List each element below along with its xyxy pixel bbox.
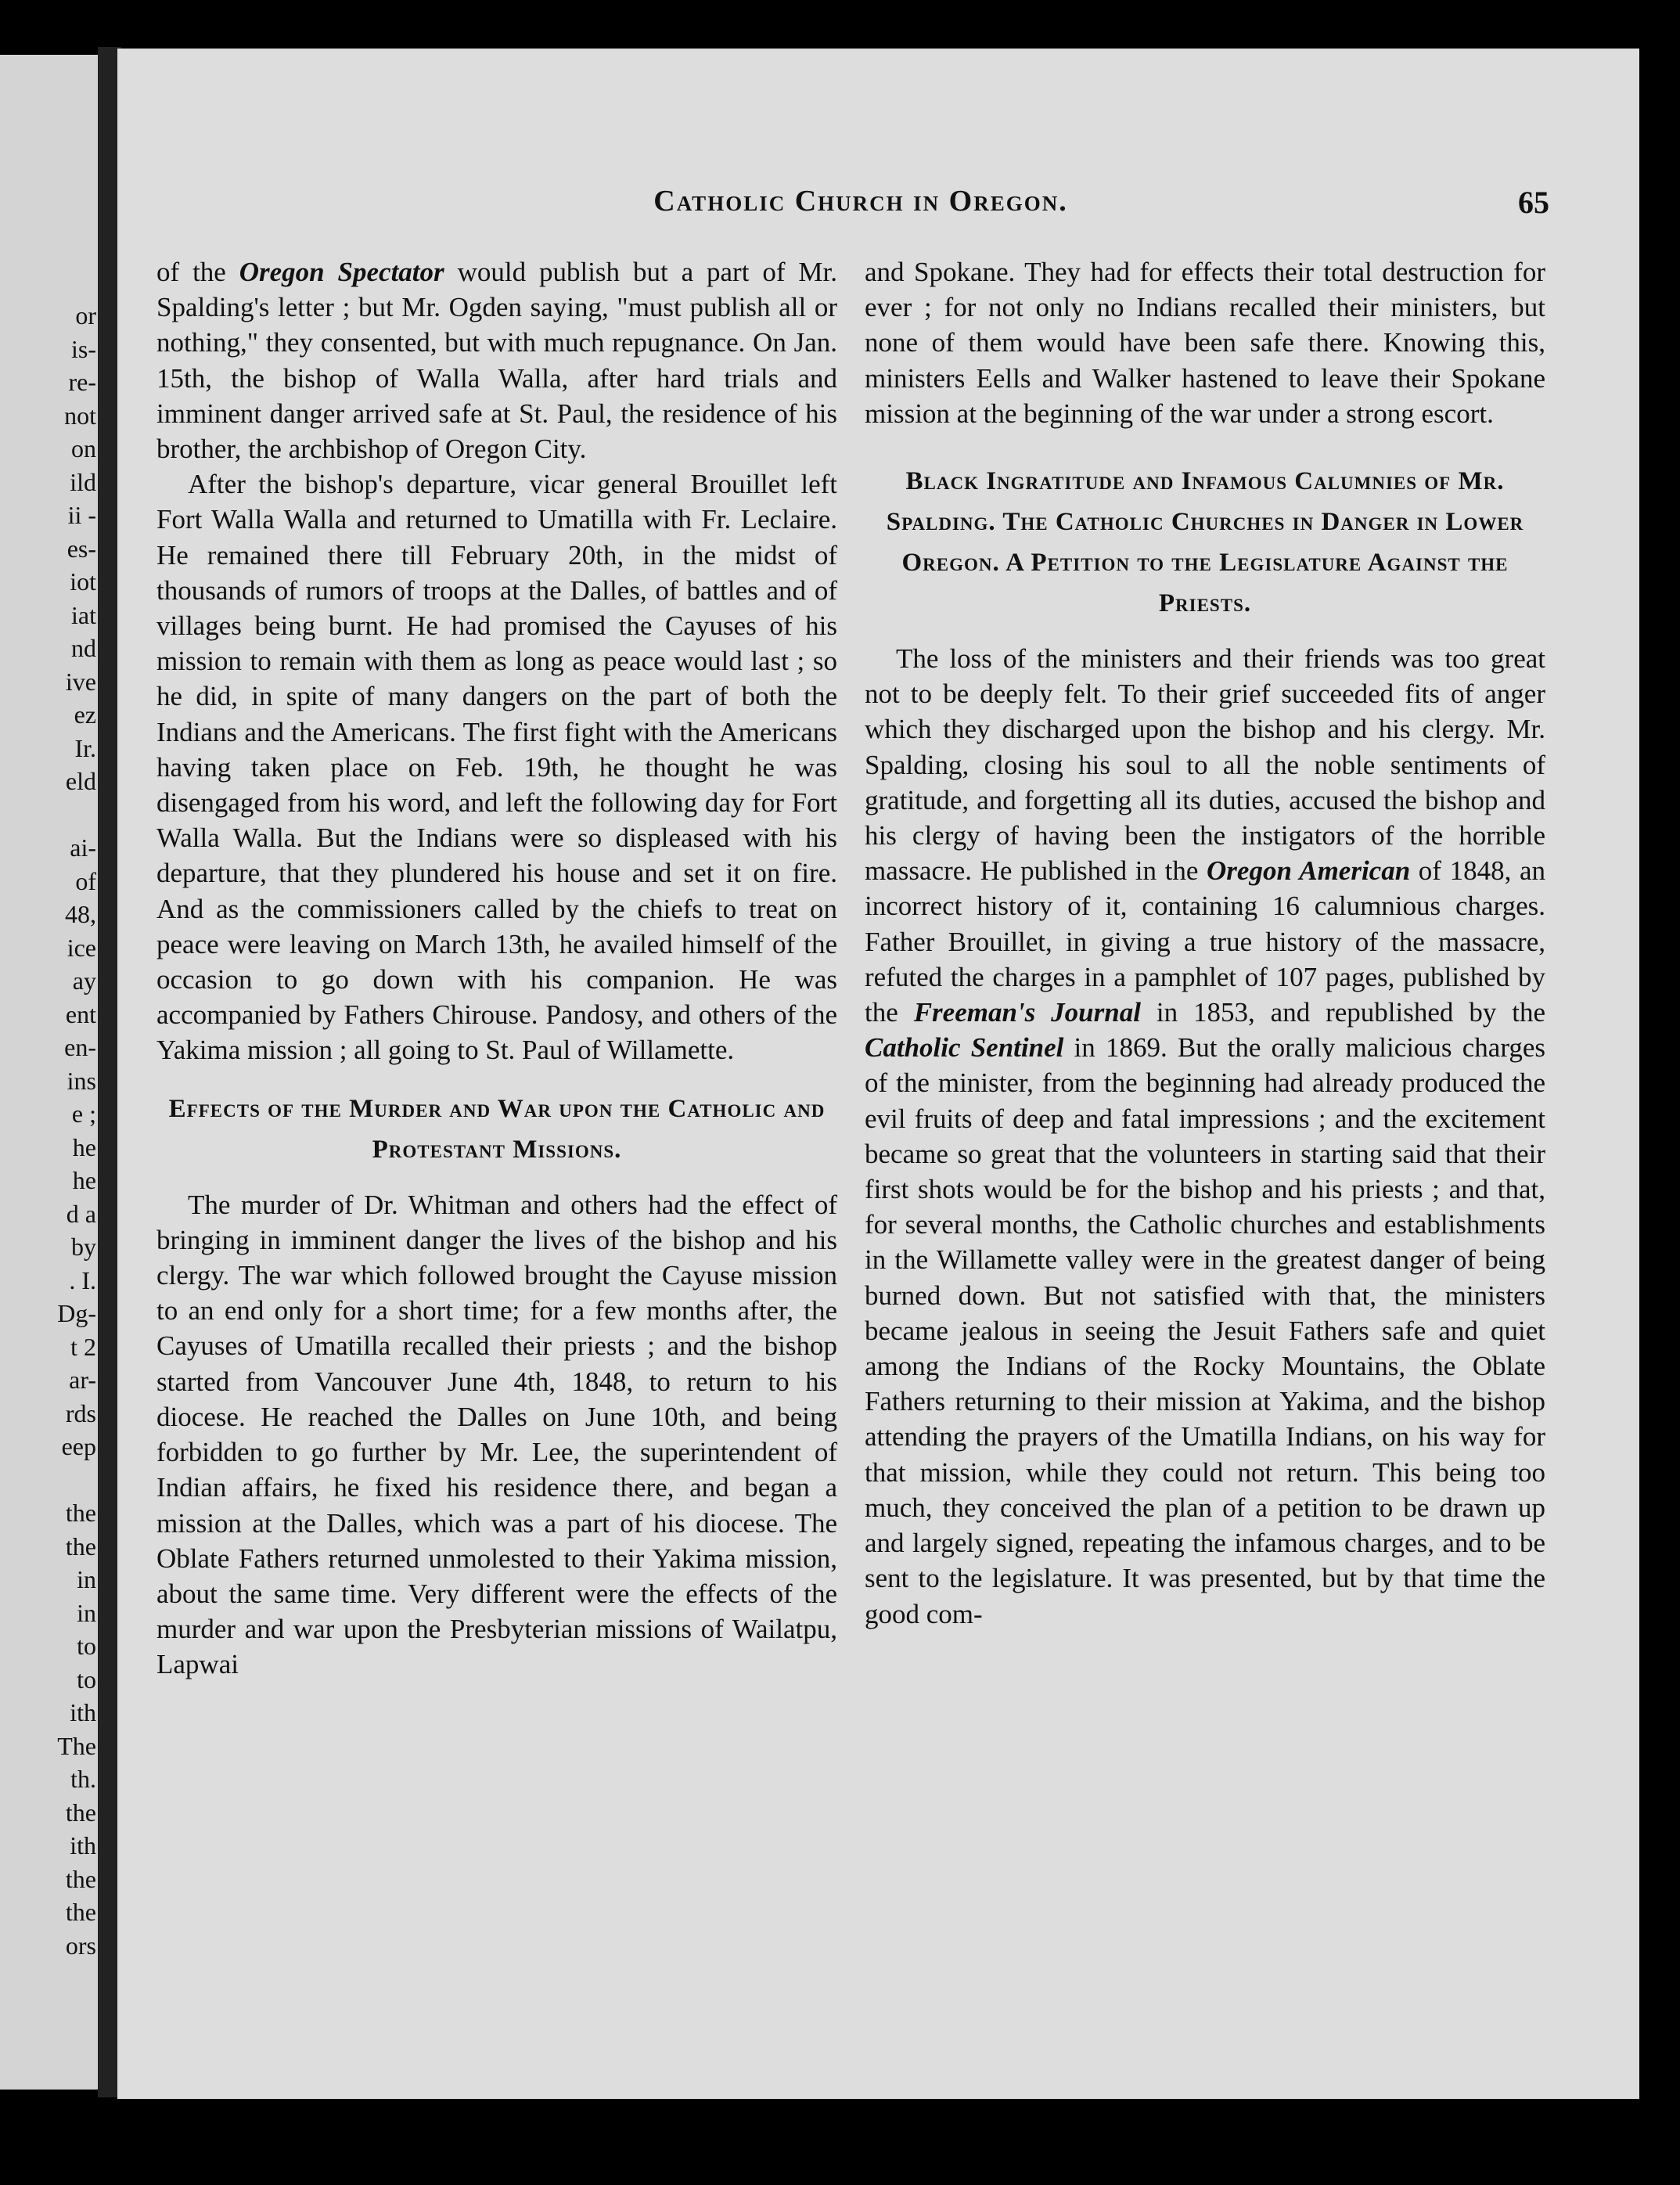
margin-fragment: rds bbox=[65, 1398, 96, 1427]
left-column bbox=[156, 254, 837, 1683]
margin-fragment: ive bbox=[65, 667, 96, 696]
margin-fragment: in bbox=[77, 1565, 96, 1593]
paragraph: of the Oregon Spectator would publish but a part of Mr. Spalding's letter ; but Mr. Ogden saying, "must publish all or nothing," they consented, but with much repugnance. On Jan. 15th, the bishop of Walla Walla, after hard trials and imminent danger arrived safe at St. Paul, the residence of his brother, the archbishop of Oregon City. bbox=[156, 257, 838, 465]
italic-title: Freeman's Journal bbox=[913, 997, 1141, 1028]
margin-fragment: he bbox=[72, 1132, 96, 1161]
paragraph: The loss of the ministers and their friends was too great not to be deeply felt. To their grief succeeded fits of anger which they discharged upon the bishop and his clergy. Mr. Spalding, closing his soul to all the noble sentiments of gratitude, and forgetting all its duties, accused the bishop and his clergy of having been the instigators of the horrible massacre. He published in the Oregon American of 1848, an incorrect history of it, containing 16 calumnious charges. Father Brouillet, in giving a true history of the massacre, refuted the charges in a pamphlet of 107 pages, published by the Freeman's Journal in 1853, and republished by the Catholic Sentinel in 1869. But the orally malicious charges of the minister, from the beginning had already produced the evil fruits of deep and fatal impressions ; and the excitement became so great that the volunteers in starting said that their first shots would be for the bishop and his priests ; and that, for several months, the Catholic churches and establishments in the Willamette valley were in the greatest danger of being burned down. But not satisfied with that, the ministers became jealous in seeing the Jesuit Fathers safe and quiet among the Indians of the Rocky Mountains, the Oblate Fathers returning to their mission at Yakima, and the bishop attending the prayers of the Umatilla Indians, on his way for that mission, while they could not return. This being too much, they conceived the plan of a petition to be drawn up and largely signed, repeating the infamous charges, and to be sent to the legislature. It was presented, but by that time the good com- bbox=[865, 643, 1546, 1629]
margin-fragment: eep bbox=[61, 1432, 96, 1460]
margin-fragment: by bbox=[71, 1233, 96, 1261]
running-title: Catholic Church in Oregon. bbox=[653, 185, 1068, 218]
margin-fragment: 48, bbox=[65, 900, 96, 928]
margin-fragment: ild bbox=[70, 467, 96, 496]
margin-fragment: ii - bbox=[67, 501, 96, 529]
margin-fragment: nd bbox=[71, 634, 96, 662]
margin-fragment: t 2 bbox=[70, 1332, 96, 1361]
adjacent-page-edge bbox=[0, 55, 98, 2090]
margin-fragment: ez bbox=[74, 700, 96, 729]
section-heading: Black Ingratitude and Infamous Calumnies of Mr. Spalding. The Catholic Churches in Danger in Lower Oregon. A Petition to the Legislature Against the Priests. bbox=[886, 467, 1524, 618]
margin-fragment: ins bbox=[67, 1066, 96, 1095]
margin-fragment: iat bbox=[71, 600, 96, 629]
margin-fragment: the bbox=[65, 1499, 96, 1527]
margin-fragment: of bbox=[75, 866, 96, 895]
margin-fragment: he bbox=[72, 1166, 96, 1194]
margin-fragment: en- bbox=[64, 1033, 96, 1061]
margin-fragment: ors bbox=[65, 1931, 96, 1960]
margin-fragment: the bbox=[65, 1798, 96, 1827]
italic-title: Catholic Sentinel bbox=[865, 1032, 1064, 1064]
margin-fragment: the bbox=[65, 1898, 96, 1926]
page-number: 65 bbox=[1518, 185, 1549, 220]
margin-fragment: the bbox=[65, 1864, 96, 1893]
margin-fragment: e ; bbox=[71, 1100, 96, 1128]
page-header bbox=[172, 184, 1549, 231]
margin-fragment: or bbox=[75, 301, 96, 329]
italic-title: Oregon Spectator bbox=[239, 257, 444, 287]
section-heading: Effects of the Murder and War upon the Catholic and Protestant Missions. bbox=[168, 1094, 826, 1164]
margin-fragment: ent bbox=[65, 999, 96, 1028]
margin-fragment: Dg- bbox=[57, 1299, 96, 1327]
margin-fragment: re- bbox=[68, 368, 96, 396]
margin-fragment: in bbox=[77, 1598, 96, 1627]
margin-fragment: The bbox=[57, 1731, 96, 1760]
margin-fragment: th. bbox=[70, 1765, 96, 1793]
paragraph: The murder of Dr. Whitman and others had the effect of bringing in imminent danger the lives of the bishop and his clergy. The war which followed brought the Cayuse mission to an end only for a short time; for a few months after, the Cayuses of Umatilla recalled their priests ; and the bishop started from Vancouver June 4th, 1848, to return to his diocese. He reached the Dalles on June 10th, and being forbidden to go further by Mr. Lee, the superintendent of Indian affairs, he fixed his residence there, and began a mission at the Dalles, which was a part of his diocese. The Oblate Fathers returned unmolested to their Yakima mission, about the same time. Very different were the effects of the murder and war upon the Presbyterian missions of Wailatpu, Lapwai bbox=[156, 1189, 837, 1680]
adjacent-page-fragments bbox=[6, 299, 96, 1962]
margin-fragment: ith bbox=[70, 1698, 96, 1726]
margin-fragment: ice bbox=[67, 933, 96, 962]
margin-fragment: is- bbox=[71, 334, 96, 363]
margin-fragment: d a bbox=[66, 1199, 96, 1228]
paragraph: After the bishop's departure, vicar general Brouillet left Fort Walla Walla and returned to Umatilla with Fr. Leclaire. He remained there till February 20th, in the midst of thousands of rumors of troops at the Dalles, of battles and of villages being burnt. He had promised the Cayuses of his mission to remain with them as long as peace would last ; so he did, in spite of many dangers on the part of both the Indians and the Americans. The first fight with the Americans having taken place on Feb. 19th, he thought he was disengaged from his word, and left the following day for Fort Walla Walla. But the Indians were so displeased with his departure, that they plundered his house and set it on fire. And as the commissioners called by the chiefs to treat on peace were leaving on March 13th, he availed himself of the occasion to go down with his companion. He was accompanied by Fathers Chirouse. Pandosy, and others of the Yakima mission ; all going to St. Paul of Willamette. bbox=[156, 469, 837, 1066]
margin-fragment: the bbox=[65, 1532, 96, 1560]
paragraph: and Spokane. They had for effects their total destruction for ever ; for not only no Indians recalled their ministers, but none of them would have been safe there. Knowing this, ministers Eells and Walker hastened to leave their Spokane mission at the beginning of the war under a strong escort. bbox=[865, 257, 1545, 429]
margin-fragment: ith bbox=[70, 1831, 96, 1859]
margin-fragment: ai- bbox=[70, 833, 96, 862]
margin-fragment: on bbox=[71, 434, 96, 463]
margin-fragment: not bbox=[64, 401, 96, 430]
margin-fragment: to bbox=[77, 1632, 96, 1660]
margin-fragment: iot bbox=[70, 567, 96, 596]
margin-fragment: eld bbox=[65, 767, 96, 795]
margin-fragment: es- bbox=[67, 534, 96, 563]
margin-fragment: to bbox=[77, 1665, 96, 1694]
right-column bbox=[865, 254, 1545, 1632]
margin-fragment: Ir. bbox=[74, 733, 96, 762]
margin-fragment: ar- bbox=[69, 1366, 96, 1394]
margin-fragment: ay bbox=[72, 967, 96, 995]
italic-title: Oregon American bbox=[1207, 855, 1411, 887]
margin-fragment: . I. bbox=[69, 1265, 96, 1294]
